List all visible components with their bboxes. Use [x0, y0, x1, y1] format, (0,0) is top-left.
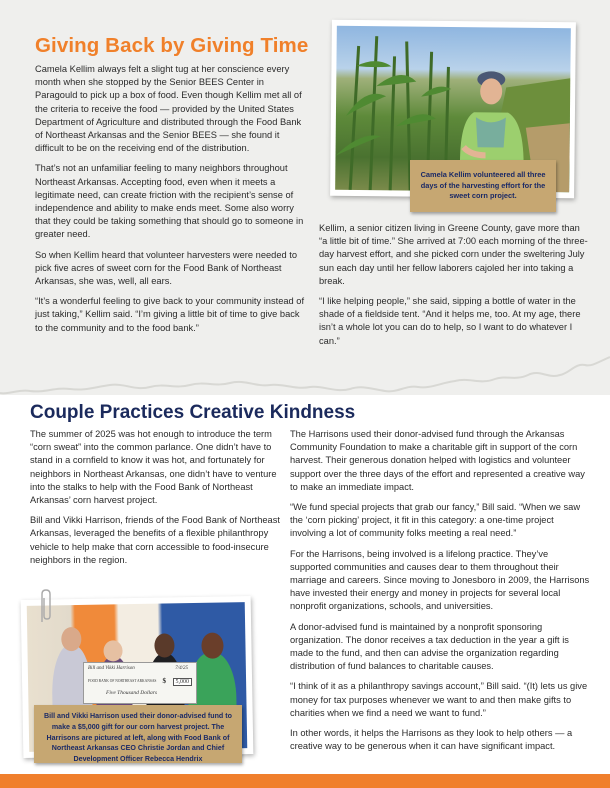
check-currency-symbol: $ — [162, 677, 166, 685]
story1-paragraph: That’s not an unfamiliar feeling to many neighbors throughout Northeast Arkansas. Accepting food, even when it meets a legitimate need, can create friction with the recipient’s sense of independence and ability to make ends meet. Some also worry that they could be taking something that should go to someone in greater need. — [35, 163, 304, 240]
check-amount: 5,000 — [173, 678, 193, 686]
donation-check — [83, 662, 197, 704]
story1-column-left — [35, 63, 307, 342]
story2-paragraph: Bill and Vikki Harrison, friends of the Food Bank of Northeast Arkansas, leveraged the benefits of a flexible philanthropy vehicle to help make that corn accessible to food-insecure neighbors in the region. — [30, 515, 280, 565]
head — [154, 633, 174, 657]
story2-paragraph: “I think of it as a philanthropy savings account,” Bill said. “(It) lets us give money for tax purposes whenever we want to and then make gifts to charities when we find a need we want to fund.” — [290, 681, 588, 718]
story2-paragraph: The Harrisons used their donor-advised fund through the Arkansas Community Foundation to make a charitable gift in support of the corn harvest. Their generous donation helped with logistics and volunteer support over the three days of the effort and represented a creative way to make an immediate impact. — [290, 429, 585, 492]
kellim-photo-caption: Camela Kellim volunteered all three days of the harvesting effort for the sweet corn project. — [410, 160, 556, 212]
check-payee: FOOD BANK OF NORTHEAST ARKANSAS — [88, 679, 157, 683]
story1-column-right — [319, 222, 589, 355]
paperclip-icon — [38, 588, 52, 624]
story1-title: Giving Back by Giving Time — [35, 34, 309, 57]
story1-paragraph: Kellim, a senior citizen living in Greene County, gave more than “a little bit of time.” She arrived at 7:00 each morning of the three-day harvest effort, and she picked corn under the sweltering July sun each day until her fellow laborers cajoled her into taking a break. — [319, 223, 588, 286]
story2-column-right — [290, 428, 590, 760]
story2-paragraph: A donor-advised fund is maintained by a nonprofit sponsoring organization. The donor receives a tax deduction in the year a gift is made to the fund, and then can advise the organization regarding distribution of fund balances to charitable causes. — [290, 621, 569, 672]
story1-paragraph: So when Kellim heard that volunteer harvesters were needed to pick five acres of sweet corn for the Food Bank of Northeast Arkansas, she was, well, all ears. — [35, 249, 298, 287]
check-amount-words: Five Thousand Dollars — [106, 690, 158, 696]
story2-paragraph: For the Harrisons, being involved is a lifelong practice. They’ve supported communities and causes dear to them throughout their marriage and careers. Since moving to Jonesboro in 2009, the Harrisons have invested their energy and money in projects for several local nonprofit organizations, schools, and universities. — [290, 548, 590, 612]
story2-paragraph: In other words, it helps the Harrisons as they look to help others — a creative way to be generous when it can have significant impact. — [290, 728, 573, 752]
story1-paragraph: Camela Kellim always felt a slight tug at her conscience every month when she stopped by the Senior BEES Center in Paragould to pick up a box of food. Even though Kellim met all of the criteria to receive the food — provided by the United States Department of Agriculture and distributed through the Food Bank of Northeast Arkansas and the Senior BEES — she found it difficult to be on the receiving end of the distribution. — [35, 64, 302, 154]
story2-title: Couple Practices Creative Kindness — [30, 402, 356, 423]
harrison-photo-caption: Bill and Vikki Harrison used their donor-advised fund to make a $5,000 gift for our corn harvest project. The Harrisons are pictured at left, along with Food Bank of Northeast Arkansas CEO Christie Jordan and Chief Development Officer Rebecca Hendrix — [34, 705, 242, 763]
story2-paragraph: “We fund special projects that grab our fancy,” Bill said. “When we saw the ‘corn picking’ project, it fit in this category: a one-time project involving a lot of community folks meeting a real need.” — [290, 502, 581, 539]
story2-paragraph: The summer of 2025 was hot enough to introduce the term “corn sweat” into the common parlance. One didn’t have to stand in a cornfield to know it was hot, and fortunately for neighbors in Northeast Arkansas, one didn’t have to venture into the stalks to help with the Food Bank of Northeast Arkansas’ corn harvest project. — [30, 429, 277, 506]
check-date: 7/4/25 — [175, 666, 188, 671]
story1-paragraph: “It’s a wonderful feeling to give back to your community instead of just taking,” Kellim said. “I’m giving a little bit of time to give back to the community and to the food bank.” — [35, 296, 305, 333]
story2-column-left — [30, 428, 292, 574]
check-payer: Bill and Vikki Harrison — [88, 666, 135, 671]
footer-accent-bar — [0, 774, 610, 788]
story1-paragraph: “I like helping people,” she said, sipping a bottle of water in the shade of a fieldside tent. “And it helps me, too. At my age, there isn’t a whole lot you can do to help, so I want to do whatever I can.” — [319, 296, 581, 346]
